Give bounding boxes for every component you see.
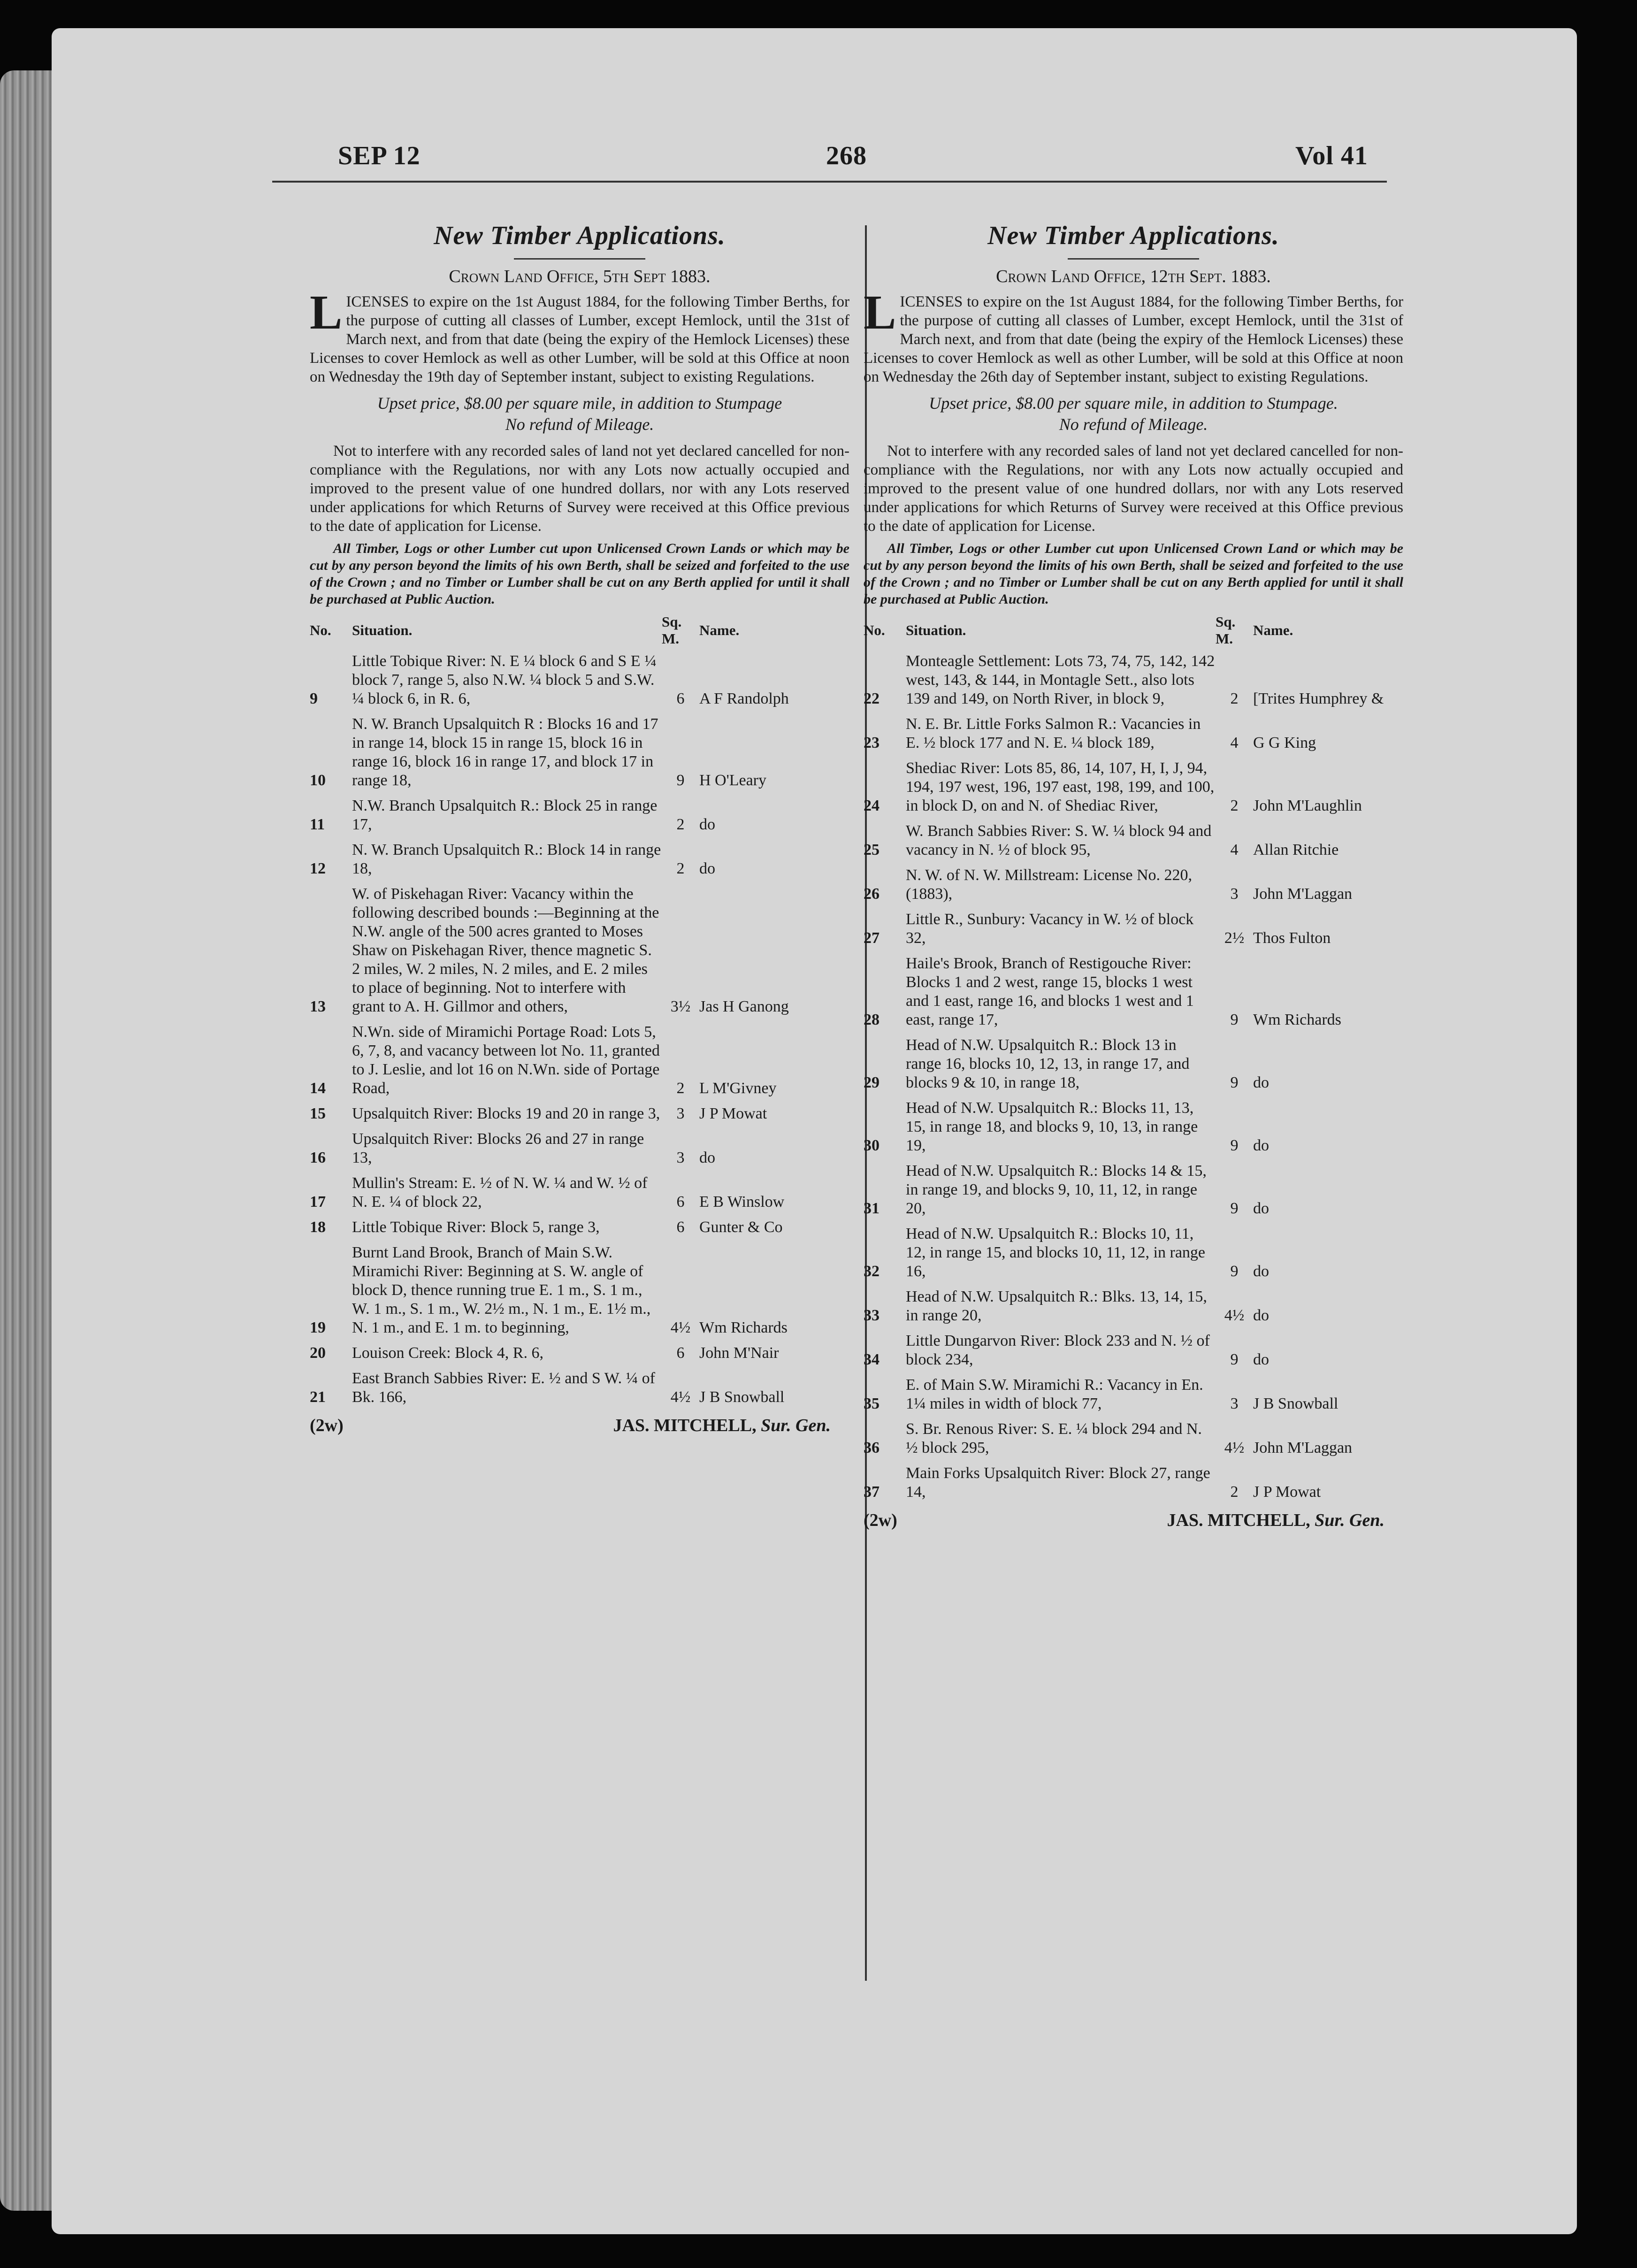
left-footer xyxy=(310,1415,849,1436)
entry-name: Jas H Ganong xyxy=(699,998,789,1015)
entry-square-miles: 2 xyxy=(1230,690,1239,707)
entry-square-miles: 2 xyxy=(1230,797,1239,814)
left-dropcap: L xyxy=(310,285,343,339)
entry-square-miles: 2½ xyxy=(1224,929,1245,947)
right-footer-code: (2w) xyxy=(864,1510,897,1530)
entry-situation: N.Wn. side of Miramichi Portage Road: Lots 5, 6, 7, 8, and vacancy between lot No. 11, granted to J. Leslie, and lot 16 on N.Wn. side of Portage Road, xyxy=(352,1023,660,1097)
entry-name: Gunter & Co xyxy=(699,1218,783,1236)
left-all-timber: All Timber, Logs or other Lumber cut upon Unlicensed Crown Lands or which may be cut by any person beyond the limits of his own Berth, shall be seized and forfeited to the use of the Crown ; and no Timber or Lumber shall be cut on any Berth applied for until it shall be purchased at Public Auction. xyxy=(310,541,849,607)
entry-situation: Upsalquitch River: Blocks 19 and 20 in range 3, xyxy=(352,1105,660,1122)
entry-name: J B Snowball xyxy=(699,1388,785,1406)
entry-number: 32 xyxy=(864,1263,880,1280)
column-header-no: No. xyxy=(864,622,885,638)
left-signature xyxy=(613,1415,831,1436)
entry-square-miles: 6 xyxy=(676,1193,685,1211)
column-header-sqm: Sq. M. xyxy=(662,613,682,647)
entry-name: Thos Fulton xyxy=(1253,929,1331,947)
entry-square-miles: 9 xyxy=(1230,1011,1239,1028)
entry-situation: Head of N.W. Upsalquitch R.: Blks. 13, 14, 15, in range 20, xyxy=(906,1288,1207,1324)
entry-situation: Little Tobique River: Block 5, range 3, xyxy=(352,1218,600,1236)
entry-situation: N. E. Br. Little Forks Salmon R.: Vacancies in E. ½ block 177 and N. E. ¼ block 189, xyxy=(906,715,1201,751)
entry-number: 9 xyxy=(310,690,318,707)
left-licenses-text: ICENSES to expire on the 1st August 1884, for the following Timber Berths, for the purpose of cutting all classes of Lumber, except Hemlock, until the 31st of March next, and from that date (being the expiry of the Hemlock Licenses) these Licenses to cover Hemlock as well as other Lumber, will be sold at this Office at noon on Wednesday the 19th day of September instant, subject to existing Regulations. xyxy=(310,293,849,385)
right-title: New Timber Applications. xyxy=(987,221,1279,250)
left-footer-code: (2w) xyxy=(310,1416,344,1435)
entry-name: do xyxy=(699,816,715,833)
entry-square-miles: 2 xyxy=(676,1080,685,1097)
entry-name: John M'Laughlin xyxy=(1253,797,1362,814)
entry-situation: Haile's Brook, Branch of Restigouche River: Blocks 1 and 2 west, range 15, blocks 1 west and 1 east, range 16, and blocks 1 west and 1 east, range 17, xyxy=(906,955,1194,1028)
left-licenses-paragraph xyxy=(310,285,849,386)
entry-number: 16 xyxy=(310,1149,326,1166)
entry-square-miles: 9 xyxy=(1230,1137,1239,1154)
entry-square-miles: 3 xyxy=(1230,885,1239,903)
entry-situation: Louison Creek: Block 4, R. 6, xyxy=(352,1344,543,1362)
entry-number: 33 xyxy=(864,1307,880,1324)
entry-number: 35 xyxy=(864,1395,880,1412)
header-date: SEP 12 xyxy=(338,141,421,170)
left-signature-name: JAS. MITCHELL, xyxy=(613,1416,757,1435)
right-no-refund: No refund of Mileage. xyxy=(1059,415,1208,434)
entry-name: John M'Nair xyxy=(699,1344,779,1362)
entry-square-miles: 2 xyxy=(676,860,685,877)
entry-situation: Head of N.W. Upsalquitch R.: Blocks 10, 11, 12, in range 15, and blocks 10, 11, 12, in range 16, xyxy=(906,1225,1205,1280)
right-title-rule xyxy=(1068,258,1199,260)
entry-number: 12 xyxy=(310,860,326,877)
left-table-body xyxy=(310,652,849,1413)
header-rule xyxy=(272,181,1387,183)
entry-situation: W. of Piskehagan River: Vacancy within the following described bounds :—Beginning at the N.W. angle of the 500 acres granted to Moses Shaw on Piskehagan River, thence magnetic S. 2 miles, W. 2 miles, N. 2 miles, and E. 2 miles to place of beginning. Not to interfere with grant to A. H. Gillmor and others, xyxy=(352,885,659,1015)
entry-number: 37 xyxy=(864,1483,880,1501)
left-applications-table xyxy=(310,612,849,1413)
table-row xyxy=(864,1036,1403,1099)
table-row xyxy=(310,1369,849,1413)
entry-name: Wm Richards xyxy=(699,1319,788,1336)
entry-situation: Head of N.W. Upsalquitch R.: Block 13 in range 16, blocks 10, 12, 13, in range 17, and blocks 9 & 10, in range 18, xyxy=(906,1036,1190,1091)
table-row xyxy=(310,1130,849,1174)
right-applications-table xyxy=(864,612,1403,1508)
entry-name: Allan Ritchie xyxy=(1253,841,1339,858)
header-volume: Vol 41 xyxy=(1295,141,1368,170)
entry-number: 29 xyxy=(864,1074,880,1091)
entry-situation: Little R., Sunbury: Vacancy in W. ½ of block 32, xyxy=(906,911,1194,947)
entry-name: L M'Givney xyxy=(699,1080,777,1097)
table-row xyxy=(310,715,849,797)
table-row xyxy=(864,822,1403,866)
entry-number: 10 xyxy=(310,772,326,789)
entry-number: 15 xyxy=(310,1105,326,1122)
right-signature-name: JAS. MITCHELL, xyxy=(1167,1510,1310,1530)
table-row xyxy=(864,759,1403,822)
entry-square-miles: 9 xyxy=(1230,1263,1239,1280)
left-notice xyxy=(310,221,849,1436)
entry-name: do xyxy=(1253,1263,1269,1280)
table-row xyxy=(310,1023,849,1104)
entry-name: J P Mowat xyxy=(1253,1483,1321,1501)
entry-situation: Upsalquitch River: Blocks 26 and 27 in range 13, xyxy=(352,1130,644,1166)
entry-name: do xyxy=(1253,1074,1269,1091)
entry-situation: Mullin's Stream: E. ½ of N. W. ¼ and W. ½ of N. E. ¼ of block 22, xyxy=(352,1174,648,1211)
entry-situation: East Branch Sabbies River: E. ½ and S W. ¼ of Bk. 166, xyxy=(352,1370,655,1406)
right-signature-title: Sur. Gen. xyxy=(1315,1510,1385,1530)
entry-name: do xyxy=(1253,1351,1269,1368)
entry-square-miles: 3 xyxy=(676,1105,685,1122)
entry-square-miles: 3½ xyxy=(670,998,691,1015)
table-row xyxy=(864,1287,1403,1332)
right-table-body xyxy=(864,652,1403,1508)
entry-number: 13 xyxy=(310,998,326,1015)
right-upset-price: Upset price, $8.00 per square mile, in addition to Stumpage. xyxy=(929,394,1338,413)
entry-number: 14 xyxy=(310,1080,326,1097)
table-row xyxy=(310,1218,849,1243)
entry-situation: W. Branch Sabbies River: S. W. ¼ block 94 and vacancy in N. ½ of block 95, xyxy=(906,822,1212,858)
entry-number: 21 xyxy=(310,1388,326,1406)
entry-square-miles: 4½ xyxy=(1224,1439,1245,1456)
entry-number: 18 xyxy=(310,1218,326,1236)
table-row xyxy=(864,866,1403,910)
entry-square-miles: 4 xyxy=(1230,734,1239,751)
entry-square-miles: 9 xyxy=(1230,1200,1239,1217)
entry-situation: E. of Main S.W. Miramichi R.: Vacancy in En. 1¼ miles in width of block 77, xyxy=(906,1376,1203,1412)
entry-number: 20 xyxy=(310,1344,326,1362)
entry-name: E B Winslow xyxy=(699,1193,785,1211)
entry-number: 36 xyxy=(864,1439,880,1456)
entry-name: [Trites Humphrey & xyxy=(1253,690,1384,707)
entry-square-miles: 3 xyxy=(1230,1395,1239,1412)
table-row xyxy=(310,1104,849,1130)
left-title: New Timber Applications. xyxy=(434,221,726,250)
table-row xyxy=(310,885,849,1023)
table-row xyxy=(310,797,849,841)
right-licenses-paragraph xyxy=(864,285,1403,386)
right-notice xyxy=(864,221,1403,1531)
entry-name: J B Snowball xyxy=(1253,1395,1339,1412)
entry-name: J P Mowat xyxy=(699,1105,767,1122)
table-row xyxy=(310,1344,849,1369)
entry-square-miles: 9 xyxy=(1230,1074,1239,1091)
entry-number: 26 xyxy=(864,885,880,903)
entry-number: 19 xyxy=(310,1319,326,1336)
entry-situation: Little Dungarvon River: Block 233 and N. ½ of block 234, xyxy=(906,1332,1210,1368)
entry-name: John M'Laggan xyxy=(1253,1439,1353,1456)
table-row xyxy=(864,1099,1403,1162)
table-row xyxy=(310,652,849,715)
entry-name: do xyxy=(1253,1137,1269,1154)
entry-situation: Shediac River: Lots 85, 86, 14, 107, H, I, J, 94, 194, 197 west, 196, 197 east, 198, 199, and 100, in block D, on and N. of Shediac River, xyxy=(906,759,1215,814)
right-dropcap: L xyxy=(864,285,896,339)
entry-square-miles: 6 xyxy=(676,1218,685,1236)
entry-situation: Monteagle Settlement: Lots 73, 74, 75, 142, 142 west, 143, & 144, in Montagle Sett., also lots 139 and 149, on North River, in block 9, xyxy=(906,652,1215,707)
entry-square-miles: 6 xyxy=(676,1344,685,1362)
entry-number: 11 xyxy=(310,816,325,833)
table-row xyxy=(864,715,1403,759)
entry-square-miles: 3 xyxy=(676,1149,685,1166)
table-row xyxy=(864,910,1403,954)
entry-number: 22 xyxy=(864,690,880,707)
entry-name: John M'Laggan xyxy=(1253,885,1353,903)
entry-number: 30 xyxy=(864,1137,880,1154)
right-not-interfere: Not to interfere with any recorded sales of land not yet declared cancelled for non-compliance with the Regulations, nor with any Lots now actually occupied and improved to the present value of one hundred dollars, nor with any Lots reserved under applications for which Returns of Survey were received at this Office previous to the date of application for License. xyxy=(864,443,1403,535)
entry-number: 17 xyxy=(310,1193,326,1211)
entry-square-miles: 9 xyxy=(676,772,685,789)
right-all-timber: All Timber, Logs or other Lumber cut upon Unlicensed Crown Land or which may be cut by any person beyond the limits of his own Berth, shall be seized and forfeited to the use of the Crown ; and no Timber or Lumber shall be cut on any Berth applied for until it shall be purchased at Public Auction. xyxy=(864,541,1403,607)
column-header-sqm: Sq. M. xyxy=(1216,613,1236,647)
entry-name: do xyxy=(699,1149,715,1166)
entry-situation: N. W. Branch Upsalquitch R.: Block 14 in range 18, xyxy=(352,841,661,877)
table-row xyxy=(864,1420,1403,1464)
entry-situation: S. Br. Renous River: S. E. ¼ block 294 and N. ½ block 295, xyxy=(906,1420,1202,1456)
entry-number: 23 xyxy=(864,734,880,751)
entry-name: Wm Richards xyxy=(1253,1011,1341,1028)
entry-square-miles: 4½ xyxy=(670,1388,691,1406)
entry-situation: N.W. Branch Upsalquitch R.: Block 25 in range 17, xyxy=(352,797,658,833)
entry-name: H O'Leary xyxy=(699,772,767,789)
right-licenses-text: ICENSES to expire on the 1st August 1884, for the following Timber Berths, for the purpose of cutting all classes of Lumber, except Hemlock, until the 31st of March next, and from that date (being the expiry of the Hemlock Licenses) these Licenses to cover Hemlock as well as other Lumber, will be sold at this Office at noon on Wednesday the 26th day of September instant, subject to existing Regulations. xyxy=(864,293,1403,385)
entry-number: 27 xyxy=(864,929,880,947)
table-row xyxy=(864,652,1403,715)
column-header-name: Name. xyxy=(1253,622,1293,638)
header-page-number: 268 xyxy=(826,141,867,170)
entry-square-miles: 6 xyxy=(676,690,685,707)
column-header-situation: Situation. xyxy=(352,622,413,638)
entry-square-miles: 4½ xyxy=(670,1319,691,1336)
column-header-no: No. xyxy=(310,622,331,638)
entry-situation: N. W. of N. W. Millstream: License No. 220, (1883), xyxy=(906,866,1193,903)
left-office-date: Crown Land Office, 5th Sept 1883. xyxy=(449,267,711,286)
table-header-row xyxy=(864,612,1403,652)
entry-square-miles: 9 xyxy=(1230,1351,1239,1368)
entry-square-miles: 2 xyxy=(676,816,685,833)
left-upset-price: Upset price, $8.00 per square mile, in addition to Stumpage xyxy=(377,394,782,413)
table-row xyxy=(864,1225,1403,1287)
entry-situation: Main Forks Upsalquitch River: Block 27, range 14, xyxy=(906,1464,1210,1501)
table-row xyxy=(310,1174,849,1218)
column-header-name: Name. xyxy=(699,622,740,638)
entry-name: do xyxy=(699,860,715,877)
entry-number: 31 xyxy=(864,1200,880,1217)
table-row xyxy=(310,841,849,885)
entry-name: do xyxy=(1253,1200,1269,1217)
left-no-refund: No refund of Mileage. xyxy=(505,415,654,434)
entry-number: 25 xyxy=(864,841,880,858)
table-row xyxy=(864,1376,1403,1420)
table-row xyxy=(864,1464,1403,1508)
table-header-row xyxy=(310,612,849,652)
table-row xyxy=(864,1332,1403,1376)
right-office-date: Crown Land Office, 12th Sept. 1883. xyxy=(996,267,1271,286)
entry-situation: Head of N.W. Upsalquitch R.: Blocks 14 & 15, in range 19, and blocks 9, 10, 11, 12, in range 20, xyxy=(906,1162,1207,1217)
left-not-interfere: Not to interfere with any recorded sales of land not yet declared cancelled for non-compliance with the Regulations, nor with any Lots now actually occupied and improved to the present value of one hundred dollars, nor with any Lots reserved under applications for which Returns of Survey were received at this Office previous to the date of application for License. xyxy=(310,443,849,535)
entry-square-miles: 2 xyxy=(1230,1483,1239,1501)
left-title-rule xyxy=(514,258,645,260)
entry-number: 28 xyxy=(864,1011,880,1028)
right-footer xyxy=(864,1510,1403,1531)
entry-number: 34 xyxy=(864,1351,880,1368)
entry-square-miles: 4 xyxy=(1230,841,1239,858)
entry-situation: Burnt Land Brook, Branch of Main S.W. Miramichi River: Beginning at S. W. angle of block D, thence running true E. 1 m., S. 1 m., W. 1 m., S. 1 m., W. 2½ m., N. 1 m., E. 1½ m., N. 1 m., and E. 1 m. to beginning, xyxy=(352,1244,651,1336)
left-signature-title: Sur. Gen. xyxy=(761,1416,831,1435)
entry-square-miles: 4½ xyxy=(1224,1307,1245,1324)
entry-situation: Head of N.W. Upsalquitch R.: Blocks 11, 13, 15, in range 18, and blocks 9, 10, 13, in range 19, xyxy=(906,1099,1198,1154)
entry-name: G G King xyxy=(1253,734,1316,751)
column-header-situation: Situation. xyxy=(906,622,966,638)
table-row xyxy=(864,954,1403,1036)
entry-name: A F Randolph xyxy=(699,690,789,707)
table-row xyxy=(864,1162,1403,1225)
table-row xyxy=(310,1243,849,1344)
entry-number: 24 xyxy=(864,797,880,814)
entry-name: do xyxy=(1253,1307,1269,1324)
right-signature xyxy=(1167,1510,1385,1531)
entry-situation: N. W. Branch Upsalquitch R : Blocks 16 and 17 in range 14, block 15 in range 15, block 16 in range 16, block 16 in range 17, and block 17 in range 18, xyxy=(352,715,658,789)
entry-situation: Little Tobique River: N. E ¼ block 6 and S E ¼ block 7, range 5, also N.W. ¼ block 5 and S.W. ¼ block 6, in R. 6, xyxy=(352,652,657,707)
